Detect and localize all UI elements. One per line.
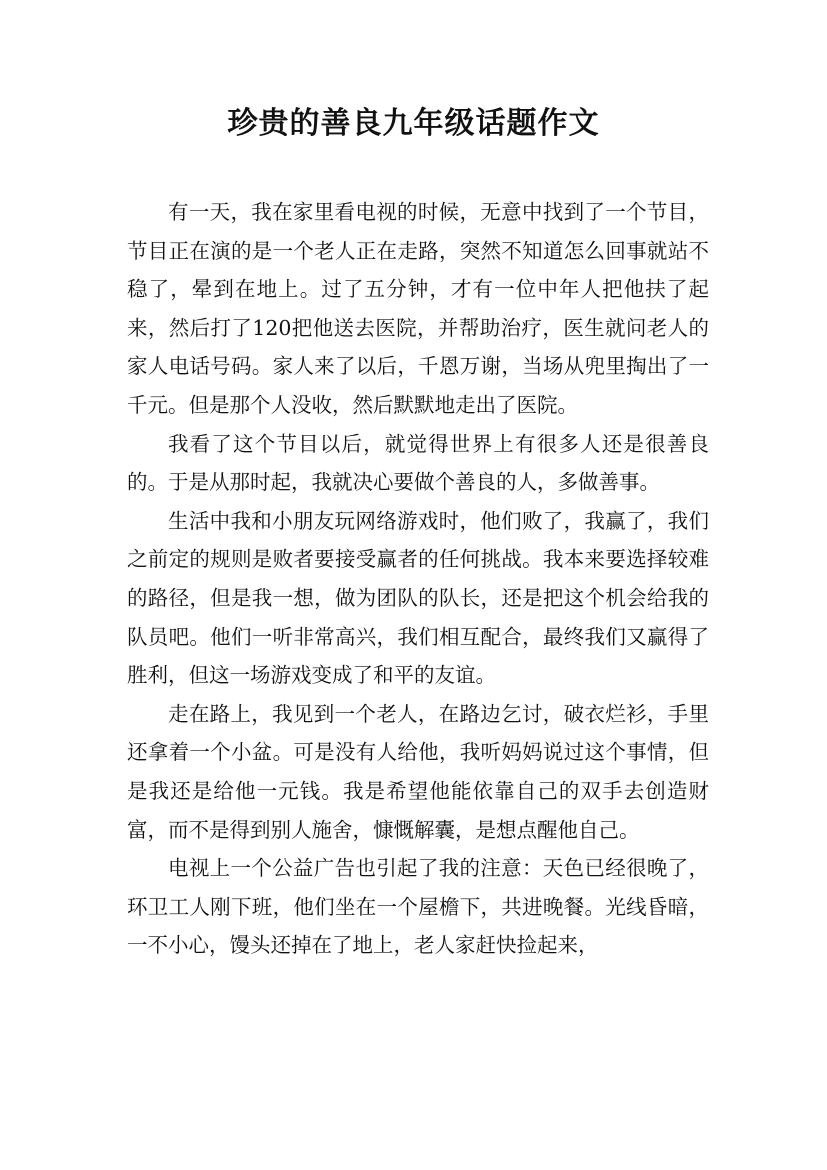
paragraph-2: 我看了这个节目以后，就觉得世界上有很多人还是很善良的。于是从那时起，我就决心要做个善良的人，多做善事。 [127,431,709,495]
paragraph-1: 有一天，我在家里看电视的时候，无意中找到了一个节目，节目正在演的是一个老人正在走路，突然不知道怎么回事就站不稳了，晕到在地上。过了五分钟，才有一位中年人把他扶了起来，然后打了120把他送去医院，并帮助治疗，医生就问老人的家人电话号码。家人来了以后，千恩万谢，当场从兜里掏出了一千元。但是那个人没收，然后默默地走出了医院。 [127,200,709,417]
paragraph-4: 走在路上，我见到一个老人，在路边乞讨，破衣烂衫，手里还拿着一个小盆。可是没有人给他，我听妈妈说过这个事情，但是我还是给他一元钱。我是希望他能依靠自己的双手去创造财富，而不是得到别人施舍，慷慨解囊，是想点醒他自己。 [127,701,709,842]
paragraph-5: 电视上一个公益广告也引起了我的注意：天色已经很晚了，环卫工人刚下班，他们坐在一个屋檐下，共进晚餐。光线昏暗，一不小心，馒头还掉在了地上，老人家赶快捡起来， [127,856,709,958]
article-body [127,193,709,965]
page-title: 珍贵的善良九年级话题作文 [227,106,600,141]
paragraph-3: 生活中我和小朋友玩网络游戏时，他们败了，我赢了，我们之前定的规则是败者要接受赢者的任何挑战。我本来要选择较难的路径，但是我一想，做为团队的队长，还是把这个机会给我的队员吧。他们一听非常高兴，我们相互配合，最终我们又赢得了胜利，但这一场游戏变成了和平的友谊。 [127,508,709,688]
